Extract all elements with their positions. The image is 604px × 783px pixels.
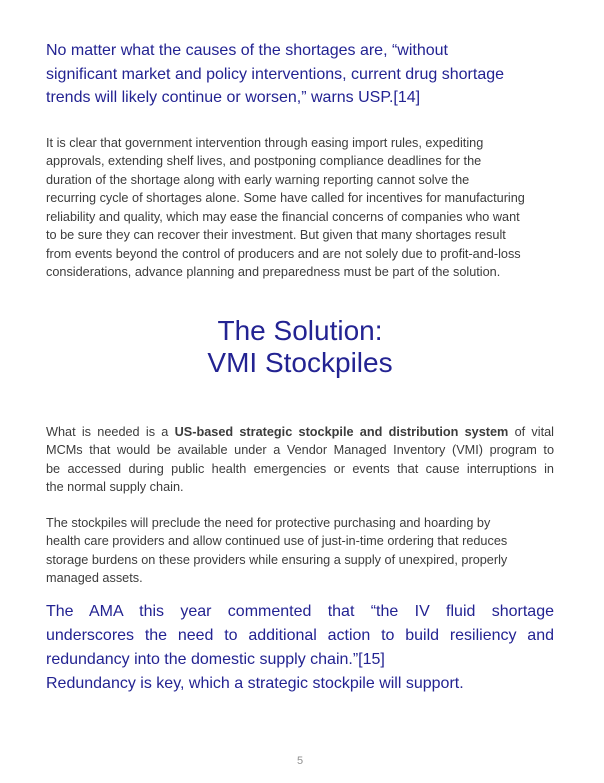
intro-quote-paragraph [46, 39, 554, 110]
text-line: storage burdens on these providers while ensuring a supply of unexpired, properly [46, 552, 508, 567]
text-line: duration of the shortage along with early warning reporting cannot solve the [46, 172, 470, 187]
text-line: the normal supply chain. [46, 480, 184, 495]
government-intervention-paragraph [46, 134, 554, 282]
text-line: health care providers and allow continued use of just-in-time ordering that reduces [46, 534, 508, 549]
text-line [46, 423, 554, 442]
text-line: redundancy into the domestic supply chain.”[15] [46, 650, 385, 668]
stockpiles-benefit-paragraph [46, 514, 554, 588]
vmi-description-paragraph [46, 423, 554, 497]
text-line: MCMs that would be available under a Vendor Managed Inventory (VMI) program to [46, 443, 554, 458]
text-line: underscores the need to additional action to build resiliency and [46, 626, 554, 644]
text-segment: of vital [508, 424, 554, 439]
text-line: from events beyond the control of producers and are not solely due to profit-and-loss [46, 246, 521, 261]
text-segment: What is needed is a [46, 424, 175, 439]
text-line: The stockpiles will preclude the need for protective purchasing and hoarding by [46, 515, 491, 530]
text-line: managed assets. [46, 571, 143, 586]
text-line: considerations, advance planning and preparedness must be part of the solution. [46, 265, 501, 280]
section-title-line1: The Solution: [217, 314, 383, 346]
text-line: No matter what the causes of the shortages are, “without [46, 42, 448, 59]
text-line: approvals, extending shelf lives, and postponing compliance deadlines for the [46, 154, 482, 169]
section-title-line2: VMI Stockpiles [207, 347, 393, 379]
text-line: to be sure they can recover their investment. But given that many shortages result [46, 228, 506, 243]
ama-quote-paragraph [46, 600, 554, 696]
text-line: The AMA this year commented that “the IV fluid shortage [46, 602, 554, 620]
section-title [46, 315, 554, 380]
text-line: reliability and quality, which may ease the financial concerns of companies who want [46, 209, 520, 224]
text-line: It is clear that government intervention through easing import rules, expediting [46, 135, 484, 150]
text-line: trends will likely continue or worsen,” warns USP.[14] [46, 89, 421, 107]
bold-text-segment: US-based strategic stockpile and distribution system [174, 424, 509, 439]
page-number: 5 [296, 754, 304, 767]
text-line: Redundancy is key, which a strategic stockpile will support. [46, 674, 464, 692]
text-line: recurring cycle of shortages alone. Some have called for incentives for manufacturing [46, 191, 525, 206]
text-line: be accessed during public health emergencies or events that cause interruptions in [46, 461, 554, 476]
text-line: significant market and policy interventions, current drug shortage [46, 65, 505, 83]
